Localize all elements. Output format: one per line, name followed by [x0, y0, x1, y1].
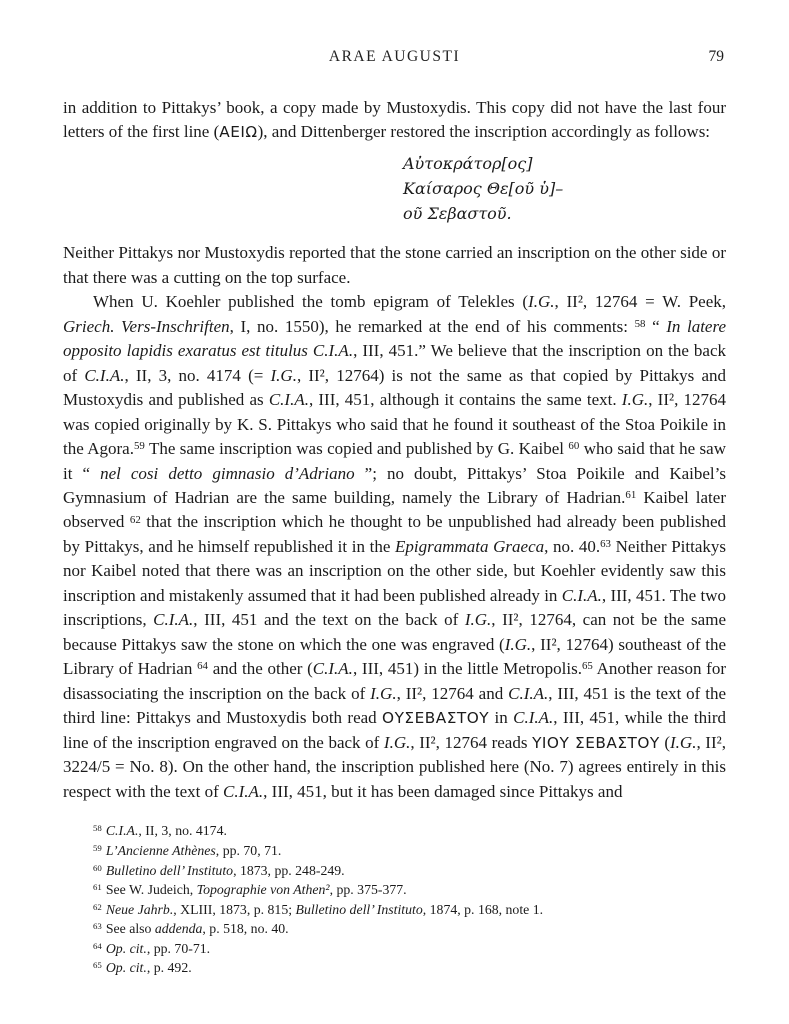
footnote — [63, 821, 726, 841]
footnote — [63, 958, 726, 978]
footnote-text: C.I.A., II, 3, no. 4174. — [105, 823, 227, 839]
footnote — [63, 939, 726, 959]
footnote-text: Op. cit., p. 492. — [105, 960, 192, 976]
inscription-line: Καίσαρος Θε[οῦ ὑ]– — [403, 178, 564, 198]
page-number: 79 — [708, 48, 724, 65]
footnote — [63, 861, 726, 881]
footnote-number: 64 — [93, 940, 102, 951]
footnote-text: Op. cit., pp. 70-71. — [105, 940, 211, 956]
page-header — [63, 48, 726, 70]
footnote-text: See W. Judeich, Topographie von Athen², pp. 375-377. — [105, 882, 407, 898]
footnote-number: 59 — [93, 842, 102, 853]
footnote — [63, 919, 726, 939]
page-body — [63, 96, 726, 804]
greek-inscription — [403, 152, 726, 226]
footnote — [63, 841, 726, 861]
footnote-number: 65 — [93, 960, 102, 971]
paragraph: Neither Pittakys nor Mustoxydis reported that the stone carried an inscription on the other side or that there was a cutting on the top surface. — [63, 243, 726, 287]
running-title: ARAE AUGUSTI — [328, 48, 461, 65]
inscription-line: οῦ Σεβαστοῦ. — [403, 203, 512, 223]
inscription-line: Αὐτοκράτορ[ος] — [403, 153, 533, 173]
footnote-number: 61 — [93, 882, 102, 893]
paragraph: When U. Koehler published the tomb epigram of Telekles (I.G., II², 12764 = W. Peek, Griech. Vers-Inschriften, I, no. 1550), he remarked at the end of his comments: $^{58}$ “ In latere opposito lapidis exaratus est titulus C.I.A., III, 451.” We believe that the inscription on the back of C.I.A., II, 3, no. 4174 (= I.G., II², 12764) is not the same as that copied by Pittakys and Mustoxydis and published as C.I.A., III, 451, although it contains the same text. I.G., II², 12764 was copied originally by K. S. Pittakys who said that he found it southeast of the Stoa Poikile in the Agora.$^{59}$ The same inscription was copied and published by G. Kaibel $^{60}$ who said that he saw it “ nel cosi detto gimnasio d’Adriano ”; no doubt, Pittakys’ Stoa Poikile and Kaibel’s Gymnasium of Hadrian are the same building, namely the Library of Hadrian.$^{61}$ Kaibel later observed $^{62}$ that the inscription which he thought to be unpublished had already been published by Pittakys, and he himself republished it in the Epigrammata Graeca, no. 40.63 Neither Pittakys nor Kaibel noted that there was an inscription on the other side, but Koehler evidently saw this inscription and mistakenly assumed that it had been published already in C.I.A., III, 451. The two inscriptions, C.I.A., III, 451 and the text on the back of I.G., II², 12764, can not be the same because Pittakys saw the stone on which the one was engraved (I.G., II², 12764) southeast of the Library of Hadrian $^{64}$ and the other (C.I.A., III, 451) in the little Metropolis.$^{65}$ Another reason for disassociating the inscription on the back of I.G., II², 12764 and C.I.A., III, 451 is the text of the third line: Pittakys and Mustoxydis both read ΟΥΣΕΒΑΣΤΟΥ in C.I.A., III, 451, while the third line of the inscription engraved on the back of I.G., II², 12764 reads ΥΙΟΥ ΣΕΒΑΣΤΟΥ (I.G., II², 3224/5 = No. 8). On the other hand, the inscription published here (No. 7) agrees entirely in this respect with the text of C.I.A., III, 451, but it has been damaged since Pittakys and — [63, 292, 727, 801]
paragraph-continuation: in addition to Pittakys’ book, a copy made by Mustoxydis. This copy did not have the last four letters of the first line (ΑΕΙΩ), and Dittenberger restored the inscription accordingly as follows: — [63, 98, 726, 142]
footnote-text: See also addenda, p. 518, no. 40. — [105, 921, 289, 937]
footnote-text: Neue Jahrb., XLIII, 1873, p. 815; Bulletino dell’ Instituto, 1874, p. 168, note 1. — [105, 901, 544, 917]
footnote-number: 62 — [93, 901, 102, 912]
footnote — [63, 880, 726, 900]
footnote-number: 60 — [93, 862, 102, 873]
footnote-text: L’Ancienne Athènes, pp. 70, 71. — [105, 842, 282, 858]
footnote — [63, 900, 726, 920]
footnote-number: 58 — [93, 823, 102, 834]
footnotes — [63, 821, 726, 978]
footnote-number: 63 — [93, 921, 102, 932]
footnote-text: Bulletino dell’ Instituto, 1873, pp. 248-249. — [105, 862, 345, 878]
